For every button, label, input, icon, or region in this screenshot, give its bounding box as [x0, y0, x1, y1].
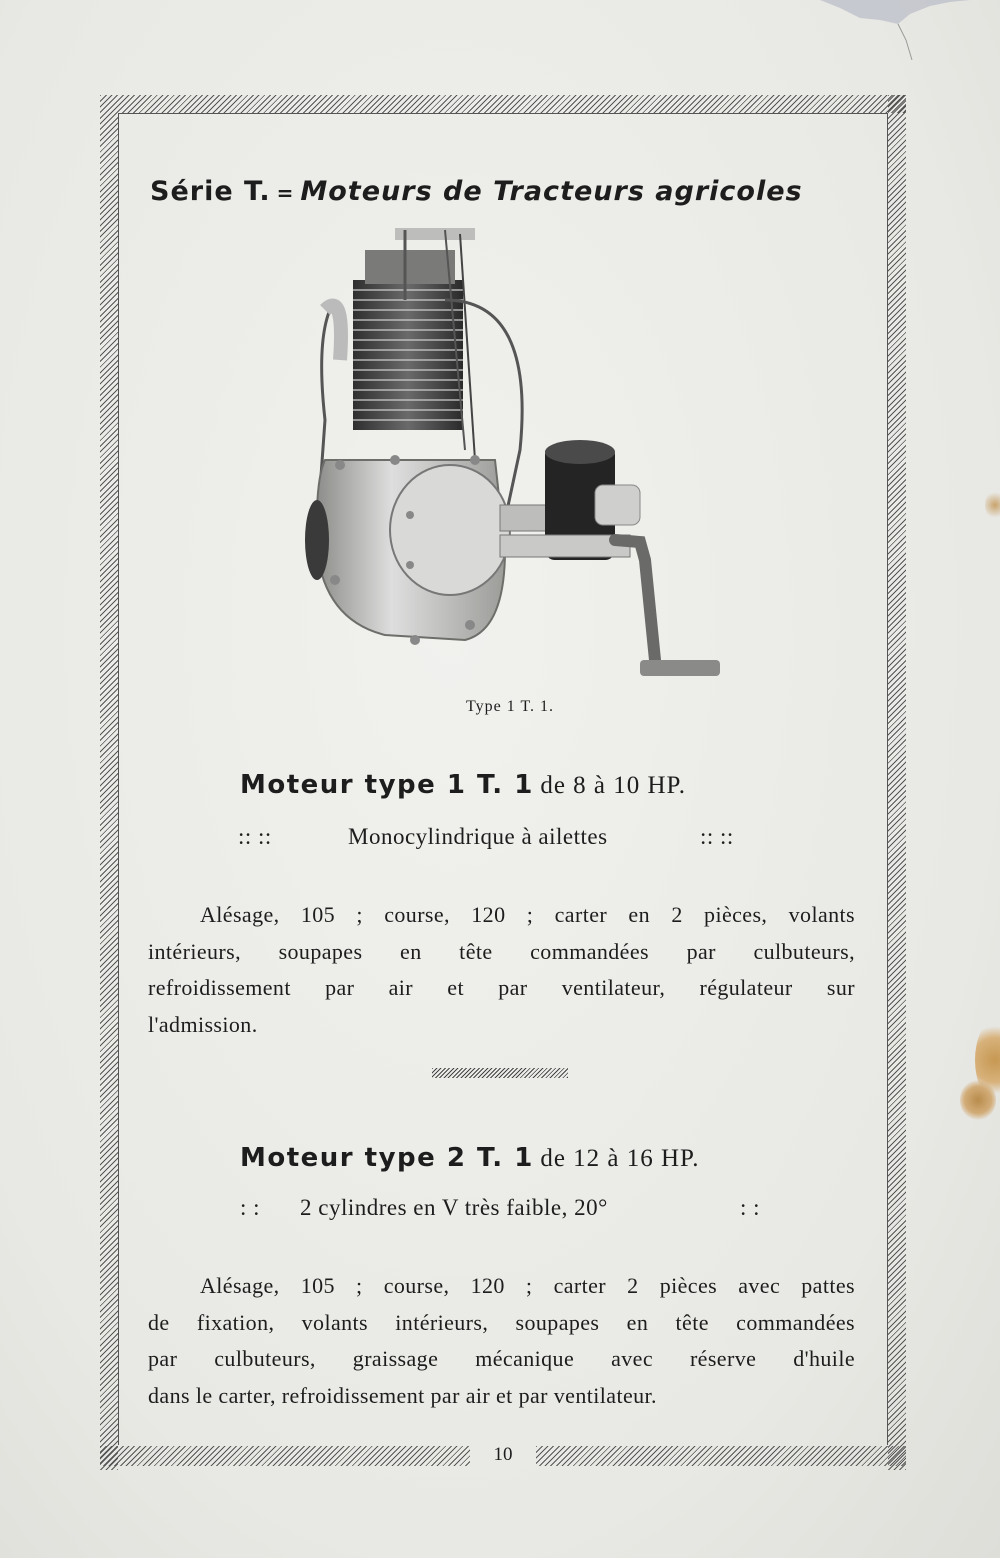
- description-line: intérieurs, soupapes en tête commandées par culbuteurs,: [148, 938, 855, 964]
- model-description: [148, 897, 855, 1043]
- page-title: [150, 176, 870, 207]
- page-number: 10: [493, 1444, 513, 1465]
- model-subtitle-left-ornament: :: ::: [238, 824, 272, 849]
- stain-mark: [985, 490, 1000, 520]
- description-line: Alésage, 105 ; course, 120 ; carter 2 pièces avec pattes: [200, 1273, 855, 1298]
- frame-border-left: [100, 95, 118, 1470]
- model-heading: [240, 770, 686, 800]
- title-separator: =: [276, 181, 295, 205]
- model-name: Moteur type 2 T. 1: [240, 1143, 534, 1173]
- section-divider: [432, 1068, 568, 1078]
- model-subtitle: Monocylindrique à ailettes: [348, 824, 608, 849]
- series-subject: Moteurs de Tracteurs agricoles: [300, 176, 803, 207]
- series-label: Série T.: [150, 176, 271, 207]
- model-subtitle-left-ornament: : :: [240, 1195, 261, 1220]
- frame-border-top: [100, 95, 906, 113]
- model-power: de 12 à 16 HP.: [540, 1145, 700, 1172]
- model-description: [148, 1268, 855, 1414]
- engine-illustration: [295, 220, 755, 690]
- stain-mark: [960, 1080, 996, 1120]
- description-line: dans le carter, refroidissement par air et par ventilateur.: [148, 1382, 657, 1408]
- frame-border-right: [888, 95, 906, 1470]
- model-subtitle: 2 cylindres en V très faible, 20°: [300, 1195, 608, 1220]
- frame-border-bottom-right: [536, 1446, 906, 1466]
- model-heading: [240, 1143, 699, 1173]
- frame-border-bottom-left: [100, 1446, 470, 1466]
- figure-caption: Type 1 T. 1.: [465, 698, 555, 715]
- model-subtitle-right-ornament: :: ::: [700, 824, 734, 849]
- description-line: par culbuteurs, graissage mécanique avec réserve d'huile: [148, 1346, 855, 1371]
- description-line: de fixation, volants intérieurs, soupapes en tête commandées: [148, 1309, 855, 1335]
- model-name: Moteur type 1 T. 1: [240, 770, 534, 800]
- model-power: de 8 à 10 HP.: [540, 772, 686, 799]
- torn-corner: [780, 0, 1000, 60]
- description-line: l'admission.: [148, 1011, 258, 1037]
- description-line: refroidissement par air et par ventilateur, régulateur sur: [148, 975, 855, 1000]
- description-line: Alésage, 105 ; course, 120 ; carter en 2 pièces, volants: [200, 902, 855, 927]
- model-subtitle-right-ornament: : :: [740, 1195, 761, 1220]
